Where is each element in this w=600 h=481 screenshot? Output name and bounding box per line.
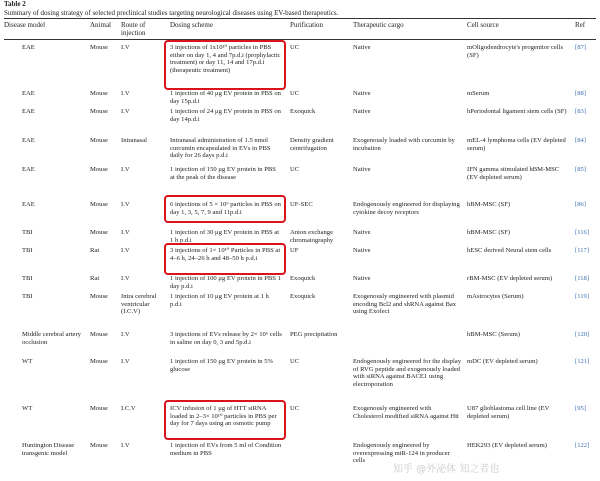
cell-cargo: Native [353,247,371,254]
cell-ref[interactable]: [121] [575,358,590,365]
cell-ref[interactable]: [84] [575,137,586,144]
cell-source: mDC (EV depleted serum) [467,358,538,365]
cell-animal: Rat [90,275,100,282]
cell-purification: Exoquick [290,275,316,282]
cell-dosing: 3 injections of 1× 10¹⁰ Particles in PBS at 4–6 h, 24–26 h and 48–50 h p.d.i [170,247,281,262]
cell-purification: Exoquick [290,293,316,300]
header-route: Route of injection [121,21,146,37]
table-label: Table 2 [4,0,26,8]
cell-dosing: 1 injection of 150 μg EV protein in PBS at the peak of the disease [170,166,276,181]
cell-source: hESC derived Neural stem cells [467,247,552,254]
cell-animal: Mouse [90,44,108,51]
cell-source: hBM-MSC (Serum) [467,331,520,338]
cell-cargo: Exogenously engineered with plasmid encoding Bcl2 and shRNA against Bax using Exofect [353,293,457,316]
cell-ref[interactable]: [83] [575,108,586,115]
cell-source: hPeriodontal ligament stem cells (SF) [467,108,567,115]
cell-cargo: Native [353,44,371,51]
cell-animal: Mouse [90,137,108,144]
cell-route: I.V [121,90,130,97]
highlight-box [164,400,286,440]
cell-dosing: 3 injections of 1x10¹⁰ particles in PBS either on day 1, 4 and 7p.d.i (prophylactic treatment) or day 11, 14 and 17p.d.i (therapeutic treatment) [170,44,281,74]
top-rule [4,18,596,19]
highlight-box [164,40,286,90]
cell-source: rBM-MSC (EV depleted serum) [467,275,553,282]
cell-route: I.V [121,331,130,338]
cell-disease: EAE [22,137,35,144]
cell-cargo: Endogenously engineered for the display of RVG peptide and exogenously loaded with siRNA against BACE1 using electroporation [353,358,462,388]
highlight-box [164,243,286,275]
cell-cargo: Native [353,108,371,115]
cell-ref[interactable]: [118] [575,275,590,282]
cell-dosing: 1 injection of 10 μg EV protein at 1 h p.d.i [170,293,269,308]
cell-animal: Mouse [90,442,108,449]
cell-ref[interactable]: [95] [575,405,586,412]
cell-purification: UF [290,247,299,254]
cell-cargo: Exogenously engineered with Cholesterol modified siRNA against Htt [353,405,459,420]
header-purification: Purification [290,21,324,29]
cell-purification: UC [290,90,300,97]
cell-source: IFN gamma stimulated hBM-MSC (EV depleted serum) [467,166,560,181]
cell-source: mAstrocytes (Serum) [467,293,524,300]
cell-cargo: Endogenously engineered for displaying cytokine decoy receptors [353,201,460,216]
cell-cargo: Endogenously engineered by overexpressing miR-124 in producer cells [353,442,450,465]
cell-cargo: Native [353,229,371,236]
cell-ref[interactable]: [86] [575,201,586,208]
cell-source: HEK293 (EV depleted serum) [467,442,547,449]
cell-source: mSerum [467,90,490,97]
header-ref: Ref [575,21,586,29]
cell-route: I.V [121,358,130,365]
cell-dosing: 1 injection of 30 μg EV protein in PBS at 1 h p.d.i [170,229,280,244]
cell-source: U87 glioblastoma cell line (EV depleted serum) [467,405,550,420]
cell-dosing: 1 injection of 24 μg EV protein in PBS on day 14p.d.i [170,108,281,123]
cell-animal: Mouse [90,90,108,97]
cell-ref[interactable]: [85] [575,166,586,173]
cell-dosing: 1 injection of 40 μg EV protein in PBS on day 15p.d.i [170,90,281,105]
cell-route: I.V [121,247,130,254]
cell-purification: UC [290,358,300,365]
cell-dosing: 1 injection of EVs from 5 ml of Condition medium in PBS [170,442,282,457]
cell-animal: Mouse [90,108,108,115]
cell-dosing: 3 injections of EVs release by 2× 10⁶ cells in saline on day 0, 3 and 5p.d.i [170,331,282,346]
cell-source: hBM-MSC (SF) [467,229,511,236]
highlight-box [164,195,286,223]
cell-ref[interactable]: [87] [575,44,586,51]
cell-dosing: ICV infusion of 1 μg of HTT siRNA loaded in 2–3× 10¹⁰ particles in PBS per day for 7 days using an osmotic pump [170,405,277,428]
cell-animal: Mouse [90,201,108,208]
cell-dosing: Intranasal administration of 1.5 nmol curcumin encapsulated in EVs in PBS daily for 26 days p.d.i [170,137,271,160]
cell-disease: WT [22,358,33,365]
cell-route: I.V [121,166,130,173]
header-animal: Animal [90,21,111,29]
cell-purification: UC [290,166,300,173]
cell-purification: UC [290,44,300,51]
cell-source: mEL-4 lymphoma cells (EV depleted serum) [467,137,566,152]
watermark: 知乎 @外泌体 知之者也 [393,464,500,475]
cell-disease: Middle cerebral artery occlusion [22,331,81,346]
cell-purification: Anion exchange chromatography [290,229,334,244]
cell-animal: Mouse [90,358,108,365]
header-cargo: Therapeutic cargo [353,21,404,29]
cell-disease: TBI [22,229,33,236]
cell-disease: TBI [22,247,33,254]
cell-animal: Mouse [90,229,108,236]
cell-route: I.V [121,229,130,236]
cell-purification: UF-SEC [290,201,313,208]
header-dosing: Dosing scheme [170,21,213,29]
cell-ref[interactable]: [120] [575,331,590,338]
cell-animal: Mouse [90,331,108,338]
cell-animal: Mouse [90,293,108,300]
header-rule [4,39,596,40]
header-cell-source: Cell source [467,21,499,29]
cell-purification: Exoquick [290,108,316,115]
cell-route: Intranasal [121,137,147,144]
cell-route: Intra cerebral ventricular (I.C.V) [121,293,157,316]
cell-route: I.V [121,275,130,282]
cell-route: I.V [121,108,130,115]
cell-source: hBM-MSC (SF) [467,201,511,208]
cell-disease: EAE [22,166,35,173]
cell-cargo: Native [353,275,371,282]
cell-purification: PEG precipitation [290,331,338,338]
cell-cargo: Exogenously loaded with curcumin by incubation [353,137,455,152]
cell-dosing: 6 injections of 5 × 10⁹ particles in PBS on day 1, 3, 5, 7, 9 and 11p.d.i [170,201,281,216]
cell-disease: EAE [22,108,35,115]
cell-ref[interactable]: [116] [575,229,590,236]
cell-disease: TBI [22,275,33,282]
cell-dosing: 1 injection of 100 μg EV protein in PBS 1 day p.d.i [170,275,281,290]
cell-ref[interactable]: [119] [575,293,590,300]
cell-disease: EAE [22,201,35,208]
cell-purification: UC [290,405,300,412]
cell-animal: Mouse [90,166,108,173]
cell-disease: EAE [22,44,35,51]
cell-ref[interactable]: [117] [575,247,590,254]
cell-cargo: Native [353,166,371,173]
cell-route: I.V [121,201,130,208]
cell-route: I.C.V [121,405,136,412]
cell-purification: Density gradient centrifugation [290,137,334,152]
cell-disease: EAE [22,90,35,97]
header-disease-model: Disease model [4,21,46,29]
cell-disease: TBI [22,293,33,300]
cell-source: mOligodendrocyte's progenitor cells (SF) [467,44,564,59]
cell-disease: Huntington Disease transgenic model [22,442,75,457]
table-caption: Summary of dosing strategy of selected preclinical studies targeting neurological diseases using EV-based therapeutics. [4,9,339,17]
cell-route: I.V [121,442,130,449]
cell-dosing: 1 injection of 150 μg EV protein in 5% glucose [170,358,274,373]
cell-ref[interactable]: [88] [575,90,586,97]
cell-animal: Rat [90,247,100,254]
cell-cargo: Native [353,90,371,97]
cell-route: I.V [121,44,130,51]
cell-disease: WT [22,405,33,412]
cell-ref[interactable]: [122] [575,442,590,449]
cell-animal: Mouse [90,405,108,412]
